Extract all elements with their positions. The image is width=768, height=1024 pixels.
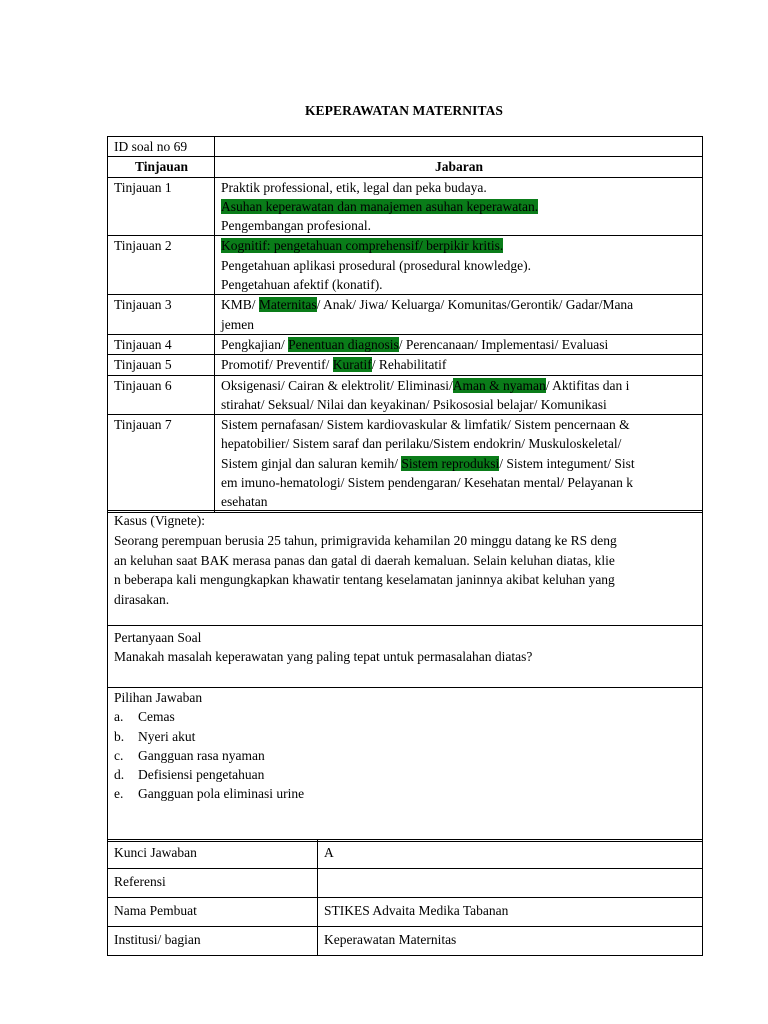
meta-table xyxy=(107,839,703,956)
jabaran-text: Sistem ginjal dan saluran kemih/ xyxy=(221,455,402,471)
jabaran-line xyxy=(221,376,697,395)
pilihan-label: Pilihan Jawaban xyxy=(114,690,203,705)
jabaran-line xyxy=(221,355,697,374)
tinjauan-row xyxy=(108,355,703,375)
option-a: a. Cemas xyxy=(114,709,175,725)
kasus-label: Kasus (Vignete): xyxy=(114,513,206,528)
institusi-label: Institusi/ bagian xyxy=(108,927,318,956)
tinjauan-jabaran xyxy=(215,415,703,512)
jabaran-text: Sistem pernafasan/ Sistem kardiovaskular & limfatik/ Sistem pencernaan & xyxy=(221,417,630,433)
jabaran-text: Pengembangan profesional. xyxy=(221,218,371,234)
pertanyaan-label: Pertanyaan Soal xyxy=(114,630,202,645)
jabaran-text: Oksigenasi/ Cairan & elektrolit/ Eliminasi/ xyxy=(221,377,453,393)
page-title: KEPERAWATAN MATERNITAS xyxy=(304,103,504,118)
highlighted-text: Sistem reproduksi xyxy=(401,455,500,471)
jabaran-line xyxy=(221,295,697,314)
option-d: d. Defisiensi pengetahuan xyxy=(114,767,265,783)
tinjauan-label: Tinjauan 3 xyxy=(108,295,215,335)
tinjauan-row xyxy=(108,236,703,295)
option-b: b. Nyeri akut xyxy=(114,728,196,744)
id-empty-cell xyxy=(215,137,703,157)
pilihan-cell xyxy=(108,688,703,842)
jabaran-text: em imuno-hematologi/ Sistem pendengaran/ Kesehatan mental/ Pelayanan k xyxy=(221,475,634,491)
jabaran-text: Pengkajian/ xyxy=(221,336,289,352)
highlighted-text: Kognitif: pengetahuan comprehensif/ berpikir kritis. xyxy=(221,238,504,254)
jabaran-text: / Sistem integument/ Sist xyxy=(499,455,635,471)
tinjauan-row xyxy=(108,177,703,236)
pertanyaan-text: Manakah masalah keperawatan yang paling tepat untuk permasalahan diatas? xyxy=(114,649,533,665)
tinjauan-label: Tinjauan 4 xyxy=(108,334,215,354)
jabaran-text: jemen xyxy=(221,316,254,332)
jabaran-line xyxy=(221,415,697,434)
tinjauan-label: Tinjauan 5 xyxy=(108,355,215,375)
highlighted-text: Kuratif xyxy=(332,357,372,373)
kasus-line: n beberapa kali mengungkapkan khawatir tentang keselamatan janinnya akibat keluhan yang xyxy=(114,572,615,588)
jabaran-line xyxy=(221,473,697,492)
question-table xyxy=(107,510,703,842)
highlighted-text: Aman & nyaman xyxy=(452,377,546,393)
jabaran-text: / Aktifitas dan i xyxy=(545,377,630,393)
kasus-line: Seorang perempuan berusia 25 tahun, primigravida kehamilan 20 minggu datang ke RS deng xyxy=(114,532,617,548)
jabaran-text: / Anak/ Jiwa/ Keluarga/ Komunitas/Gerontik/ Gadar/Mana xyxy=(316,297,634,313)
kunci-row xyxy=(108,840,703,869)
institusi-row xyxy=(108,927,703,956)
tinjauan-row xyxy=(108,415,703,512)
tinjauan-row xyxy=(108,295,703,335)
jabaran-text: stirahat/ Seksual/ Nilai dan keyakinan/ Psikososial belajar/ Komunikasi xyxy=(221,396,607,412)
jabaran-text: / Perencanaan/ Implementasi/ Evaluasi xyxy=(398,336,609,352)
kunci-label: Kunci Jawaban xyxy=(108,840,318,869)
pembuat-label: Nama Pembuat xyxy=(108,898,318,927)
jabaran-text: KMB/ xyxy=(221,297,259,313)
header-tinjauan: Tinjauan xyxy=(108,157,215,177)
highlighted-text: Penentuan diagnosis xyxy=(288,336,399,352)
tinjauan-table xyxy=(107,136,703,513)
jabaran-line xyxy=(221,216,697,235)
pembuat-value: STIKES Advaita Medika Tabanan xyxy=(318,898,703,927)
jabaran-text: Pengetahuan afektif (konatif). xyxy=(221,277,383,293)
pertanyaan-row xyxy=(108,626,703,688)
id-soal: ID soal no 69 xyxy=(108,137,215,157)
option-e: e. Gangguan pola eliminasi urine xyxy=(114,786,305,802)
tinjauan-label: Tinjauan 2 xyxy=(108,236,215,295)
institusi-value: Keperawatan Maternitas xyxy=(318,927,703,956)
jabaran-line xyxy=(221,492,697,511)
kasus-line: an keluhan saat BAK merasa panas dan gatal di daerah kemaluan. Selain keluhan diatas, klie xyxy=(114,552,615,568)
jabaran-line xyxy=(221,178,697,197)
tinjauan-label: Tinjauan 1 xyxy=(108,177,215,236)
highlighted-text: Asuhan keperawatan dan manajemen asuhan keperawatan. xyxy=(221,198,539,214)
jabaran-text: Pengetahuan aplikasi prosedural (prosedural knowledge). xyxy=(221,257,532,273)
pertanyaan-cell xyxy=(108,626,703,688)
tinjauan-row xyxy=(108,334,703,354)
referensi-row xyxy=(108,869,703,898)
jabaran-line xyxy=(221,197,697,216)
option-c: c. Gangguan rasa nyaman xyxy=(114,747,265,763)
tinjauan-rows xyxy=(108,177,703,512)
header-jabaran: Jabaran xyxy=(215,157,703,177)
referensi-value xyxy=(318,869,703,898)
pilihan-row xyxy=(108,688,703,842)
jabaran-line xyxy=(221,256,697,275)
tinjauan-jabaran xyxy=(215,236,703,295)
highlighted-text: Maternitas xyxy=(258,297,317,313)
jabaran-text: hepatobilier/ Sistem saraf dan perilaku/Sistem endokrin/ Muskuloskeletal/ xyxy=(221,436,622,452)
tinjauan-jabaran xyxy=(215,355,703,375)
tinjauan-label: Tinjauan 7 xyxy=(108,415,215,512)
tinjauan-label: Tinjauan 6 xyxy=(108,375,215,415)
kasus-row xyxy=(108,511,703,626)
jabaran-line xyxy=(221,395,697,414)
jabaran-line xyxy=(221,275,697,294)
kasus-cell xyxy=(108,511,703,626)
jabaran-text: / Rehabilitatif xyxy=(371,357,447,373)
referensi-label: Referensi xyxy=(108,869,318,898)
jabaran-text: Promotif/ Preventif/ xyxy=(221,357,333,373)
tinjauan-jabaran xyxy=(215,177,703,236)
pembuat-row xyxy=(108,898,703,927)
tinjauan-jabaran xyxy=(215,375,703,415)
id-row xyxy=(108,137,703,157)
jabaran-line xyxy=(221,236,697,255)
tinjauan-row xyxy=(108,375,703,415)
tinjauan-jabaran xyxy=(215,295,703,335)
tinjauan-jabaran xyxy=(215,334,703,354)
header-row xyxy=(108,157,703,177)
jabaran-line xyxy=(221,454,697,473)
jabaran-text: esehatan xyxy=(221,494,268,510)
jabaran-text: Praktik professional, etik, legal dan peka budaya. xyxy=(221,179,487,195)
kasus-line: dirasakan. xyxy=(114,592,170,608)
jabaran-line xyxy=(221,434,697,453)
kunci-value: A xyxy=(318,840,703,869)
jabaran-line xyxy=(221,335,697,354)
jabaran-line xyxy=(221,315,697,334)
